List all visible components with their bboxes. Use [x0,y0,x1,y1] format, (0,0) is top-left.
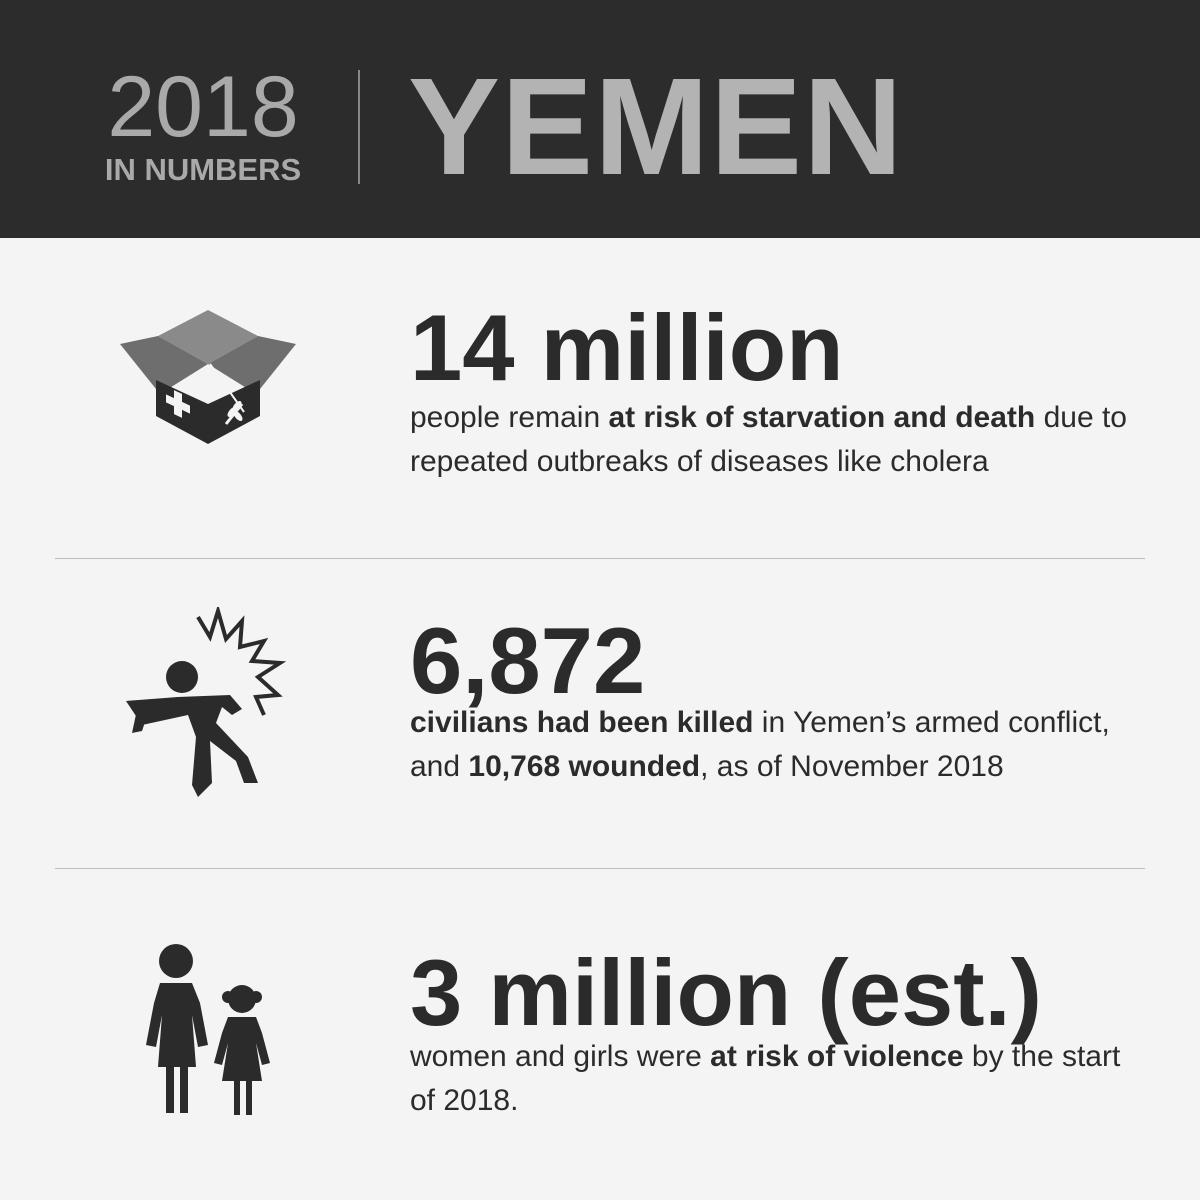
desc-text: people remain [410,401,609,434]
aid-box-icon [118,308,298,448]
stat-women-girls [0,869,1200,1200]
desc-text: by the start of 2018. [410,1040,1121,1117]
desc-text: women and girls were [410,1040,711,1073]
stat-figure: 14 million [410,295,844,400]
country-title: YEMEN [408,50,904,204]
in-numbers-label: IN NUMBERS [104,152,302,187]
stat-civilians-killed [0,559,1200,868]
desc-text: , as of November 2018 [700,750,1004,783]
desc-text: in Yemen’s armed conflict, and [410,706,1110,783]
desc-bold: civilians had been killed [410,706,754,739]
stat-starvation [0,238,1200,558]
desc-bold: 10,768 wounded [468,750,701,783]
stat-description [410,396,1130,484]
stat-figure: 3 million (est.) [410,940,1042,1045]
desc-bold: at risk of violence [710,1040,964,1073]
stat-description [410,701,1130,789]
desc-text: due to repeated outbreaks of diseases like cholera [410,401,1127,478]
stat-description [410,1035,1130,1123]
header-divider [358,70,360,184]
desc-bold: at risk of starvation and death [608,401,1036,434]
header-banner [0,0,1200,238]
stat-figure: 6,872 [410,608,646,713]
woman-and-girl-icon [140,941,280,1121]
year-label: 2018 [107,59,299,155]
injured-person-icon [118,607,298,807]
